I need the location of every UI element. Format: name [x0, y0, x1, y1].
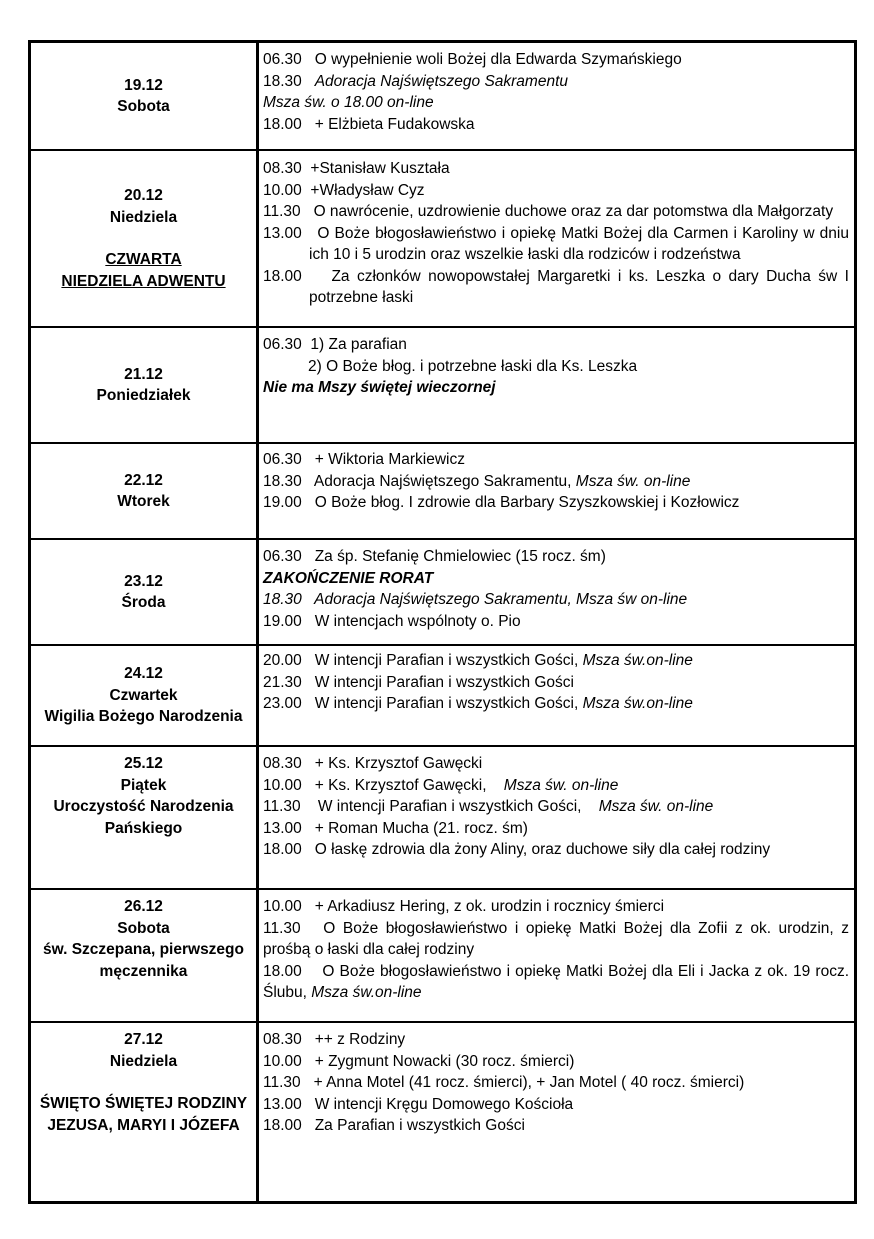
day-row-25-12 [31, 745, 854, 888]
feast-name: CZWARTA [105, 251, 182, 268]
day-weekday: Sobota [117, 919, 170, 937]
mass-entry: 19.00 W intencjach wspólnoty o. Pio [263, 612, 521, 630]
mass-entry: 06.30 Za śp. Stefanię Chmielowiec (15 rocz. śm) [263, 548, 606, 565]
feast-name: św. Szczepana, pierwszego [43, 941, 244, 958]
day-cell [31, 43, 259, 149]
mass-entry: 10.00 + Arkadiusz Hering, z ok. urodzin i rocznicy śmierci [263, 898, 665, 915]
mass-list [259, 328, 854, 399]
day-cell [31, 646, 259, 745]
day-date: 27.12 [124, 1031, 163, 1048]
day-weekday: Wtorek [117, 493, 170, 510]
mass-list [259, 890, 854, 1004]
day-cell [31, 747, 259, 888]
day-date: 20.12 [124, 187, 163, 204]
mass-entry: 18.30 Adoracja Najświętszego Sakramentu, Msza św. on-line [263, 472, 691, 490]
day-cell [31, 540, 259, 644]
mass-list [259, 646, 854, 715]
feast-name: Wigilia Bożego Narodzenia [44, 708, 243, 726]
day-date: 22.12 [124, 471, 163, 489]
day-row-27-12 [31, 1021, 854, 1201]
mass-entry: 06.30 O wypełnienie woli Bożej dla Edwarda Szymańskiego [263, 51, 682, 68]
day-date: 24.12 [124, 665, 163, 683]
day-cell [31, 890, 259, 1021]
mass-entry: 18.00 + Elżbieta Fudakowska [263, 115, 475, 133]
day-weekday: Poniedziałek [96, 387, 191, 404]
day-row-19-12 [31, 43, 854, 149]
mass-entry: 08.30 + Ks. Krzysztof Gawęcki [263, 755, 483, 772]
mass-entry: 18.30 Adoracja Najświętszego Sakramentu, Msza św on-line [263, 591, 688, 608]
day-row-23-12 [31, 538, 854, 644]
mass-entry: 11.30 O Boże błogosławieństwo i opiekę Matki Bożej dla Zofii z ok. urodzin, z prośbą o łaski dla całej rodziny [263, 919, 849, 958]
mass-list [259, 747, 854, 861]
mass-entry: 10.00 + Ks. Krzysztof Gawęcki, Msza św. on-line [263, 776, 619, 794]
mass-list [259, 1023, 854, 1137]
day-weekday: Niedziela [109, 1052, 178, 1070]
mass-entry: 19.00 O Boże błog. I zdrowie dla Barbary Szyszkowskiej i Kozłowicz [263, 494, 740, 511]
mass-entry: 13.00 + Roman Mucha (21. rocz. śm) [263, 819, 528, 837]
feast-name: ŚWIĘTO ŚWIĘTEJ RODZINY [39, 1095, 248, 1112]
day-cell [31, 328, 259, 442]
day-row-21-12 [31, 326, 854, 442]
feast-name: Uroczystość Narodzenia [53, 798, 234, 815]
mass-list [259, 540, 854, 632]
mass-schedule-table [28, 40, 857, 1204]
day-date: 25.12 [124, 755, 163, 772]
feast-name: męczennika [99, 962, 188, 980]
mass-entry: 06.30 1) Za parafian [263, 336, 407, 353]
day-row-22-12 [31, 442, 854, 538]
mass-entry: 21.30 W intencji Parafian i wszystkich Gości [263, 673, 574, 691]
notice: ZAKOŃCZENIE RORAT [263, 569, 434, 587]
day-row-24-12 [31, 644, 854, 745]
mass-list [259, 444, 854, 514]
mass-entry: 06.30 + Wiktoria Markiewicz [263, 451, 466, 468]
day-weekday: Niedziela [109, 208, 178, 226]
mass-entry: 10.00 + Zygmunt Nowacki (30 rocz. śmierci) [263, 1052, 575, 1070]
online-note: Msza św. o 18.00 on-line [263, 94, 434, 111]
day-cell [31, 444, 259, 538]
feast-name: JEZUSA, MARYI I JÓZEFA [47, 1116, 240, 1134]
mass-entry: 20.00 W intencji Parafian i wszystkich Gości, Msza św.on-line [263, 652, 693, 669]
mass-list [259, 43, 854, 135]
mass-entry: 11.30 O nawrócenie, uzdrowienie duchowe oraz za dar potomstwa dla Małgorzaty [263, 203, 834, 220]
mass-entry: 11.30 W intencji Parafian i wszystkich Gości, Msza św. on-line [263, 798, 714, 815]
notice: Nie ma Mszy świętej wieczornej [263, 379, 496, 396]
day-date: 19.12 [124, 76, 163, 94]
mass-entry: 13.00 O Boże błogosławieństwo i opiekę Matki Bożej dla Carmen i Karoliny w dniu ich 10 i 5 urodzin oraz wszelkie łaski dla rodziców i rodzeństwa [263, 224, 849, 263]
mass-entry: 18.00 O Boże błogosławieństwo i opiekę Matki Bożej dla Eli i Jacka z ok. 19 rocz. Ślubu, Msza św.on-line [263, 962, 849, 1001]
mass-entry: 08.30 +Stanisław Kuształa [263, 160, 450, 177]
mass-entry: 18.00 O łaskę zdrowia dla żony Aliny, oraz duchowe siły dla całej rodziny [263, 841, 771, 858]
mass-entry: 13.00 W intencji Kręgu Domowego Kościoła [263, 1095, 574, 1113]
feast-name: NIEDZIELA ADWENTU [61, 272, 226, 290]
mass-entry: 18.00 Za Parafian i wszystkich Gości [263, 1117, 525, 1134]
mass-entry: 23.00 W intencji Parafian i wszystkich Gości, Msza św.on-line [263, 695, 693, 712]
mass-list [259, 151, 854, 309]
day-weekday: Piątek [120, 776, 167, 794]
mass-entry: 2) O Boże błog. i potrzebne łaski dla Ks. Leszka [308, 357, 638, 375]
feast-name: Pańskiego [104, 819, 183, 837]
day-weekday: Czwartek [109, 686, 178, 704]
mass-entry: 08.30 ++ z Rodziny [263, 1031, 406, 1048]
day-date: 26.12 [124, 898, 163, 915]
day-row-26-12 [31, 888, 854, 1021]
mass-entry: 18.30 Adoracja Najświętszego Sakramentu [263, 72, 569, 90]
day-weekday: Środa [121, 594, 166, 611]
mass-entry: 18.00 Za członków nowopowstałej Margaretki i ks. Leszka o dary Ducha św I potrzebne łaski [263, 267, 849, 306]
day-cell [31, 1023, 259, 1201]
mass-entry: 11.30 + Anna Motel (41 rocz. śmierci), + Jan Motel ( 40 rocz. śmierci) [263, 1074, 745, 1091]
day-weekday: Sobota [117, 98, 170, 115]
day-date: 21.12 [124, 365, 163, 383]
day-date: 23.12 [124, 572, 163, 590]
mass-entry: 10.00 +Władysław Cyz [263, 181, 425, 199]
day-row-20-12 [31, 149, 854, 326]
day-cell [31, 151, 259, 326]
